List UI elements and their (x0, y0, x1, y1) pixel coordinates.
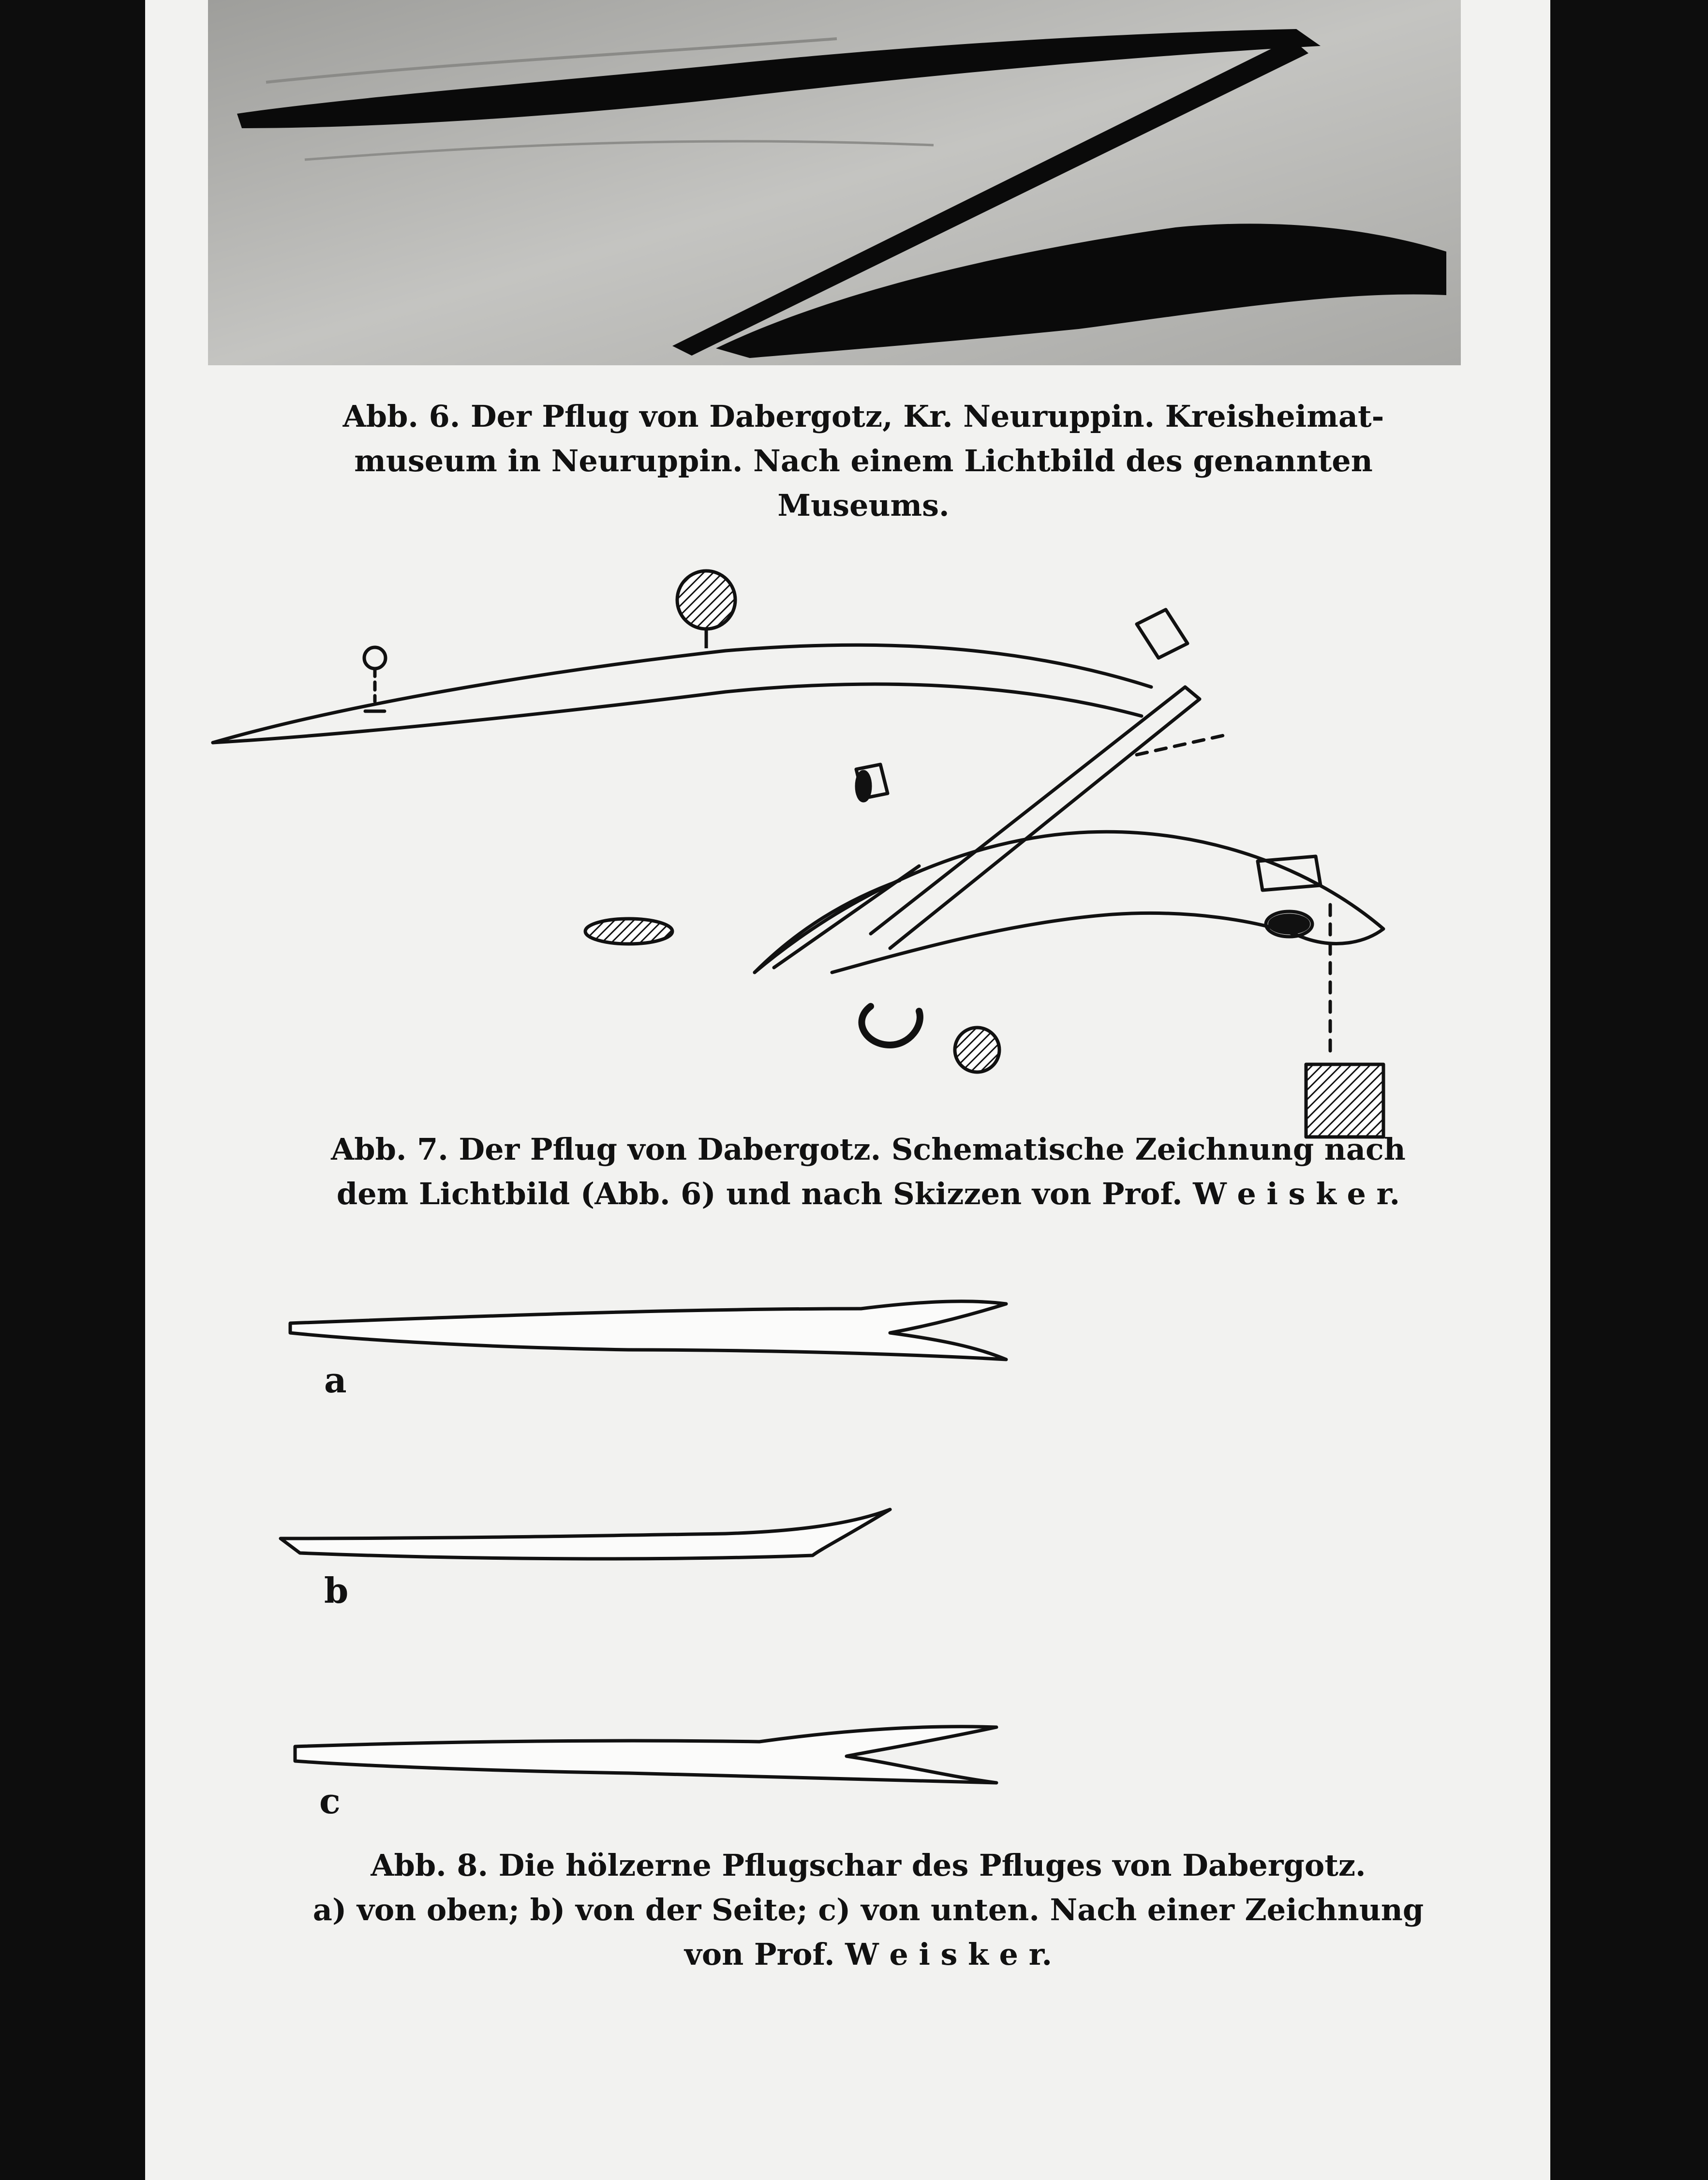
caption-line: von Prof. W e i s k e r. (684, 1937, 1053, 1972)
figure-8-share-drawings (281, 1301, 1006, 1783)
caption-line: Abb. 7. Der Pflug von Dabergotz. Schematische Zeichnung nach (331, 1132, 1406, 1167)
caption-line: dem Lichtbild (Abb. 6) und nach Skizzen von Prof. W e i s k e r. (336, 1176, 1400, 1211)
share-view-a (290, 1301, 1006, 1359)
figure-8-caption (305, 1843, 1432, 1977)
figure-7-plough-drawing (213, 610, 1383, 1137)
paper-sheet (145, 0, 1550, 2180)
caption-line: museum in Neuruppin. Nach einem Lichtbild des genannten (354, 443, 1373, 478)
share-label-c: c (319, 1780, 341, 1822)
figure-7-caption (305, 1127, 1432, 1216)
caption-line: Museums. (777, 488, 950, 523)
share-view-c (295, 1727, 996, 1783)
caption-line: a) von oben; b) von der Seite; c) von unten. Nach einer Zeichnung (312, 1892, 1424, 1927)
share-label-b: b (324, 1570, 349, 1611)
cross-section-markers (585, 571, 1308, 1072)
caption-line: Abb. 8. Die hölzerne Pflugschar des Pfluges von Dabergotz. (371, 1848, 1366, 1883)
share-view-b (281, 1509, 890, 1559)
share-label-a: a (324, 1359, 347, 1401)
caption-line: Abb. 6. Der Pflug von Dabergotz, Kr. Neuruppin. Kreisheimat- (342, 399, 1384, 434)
